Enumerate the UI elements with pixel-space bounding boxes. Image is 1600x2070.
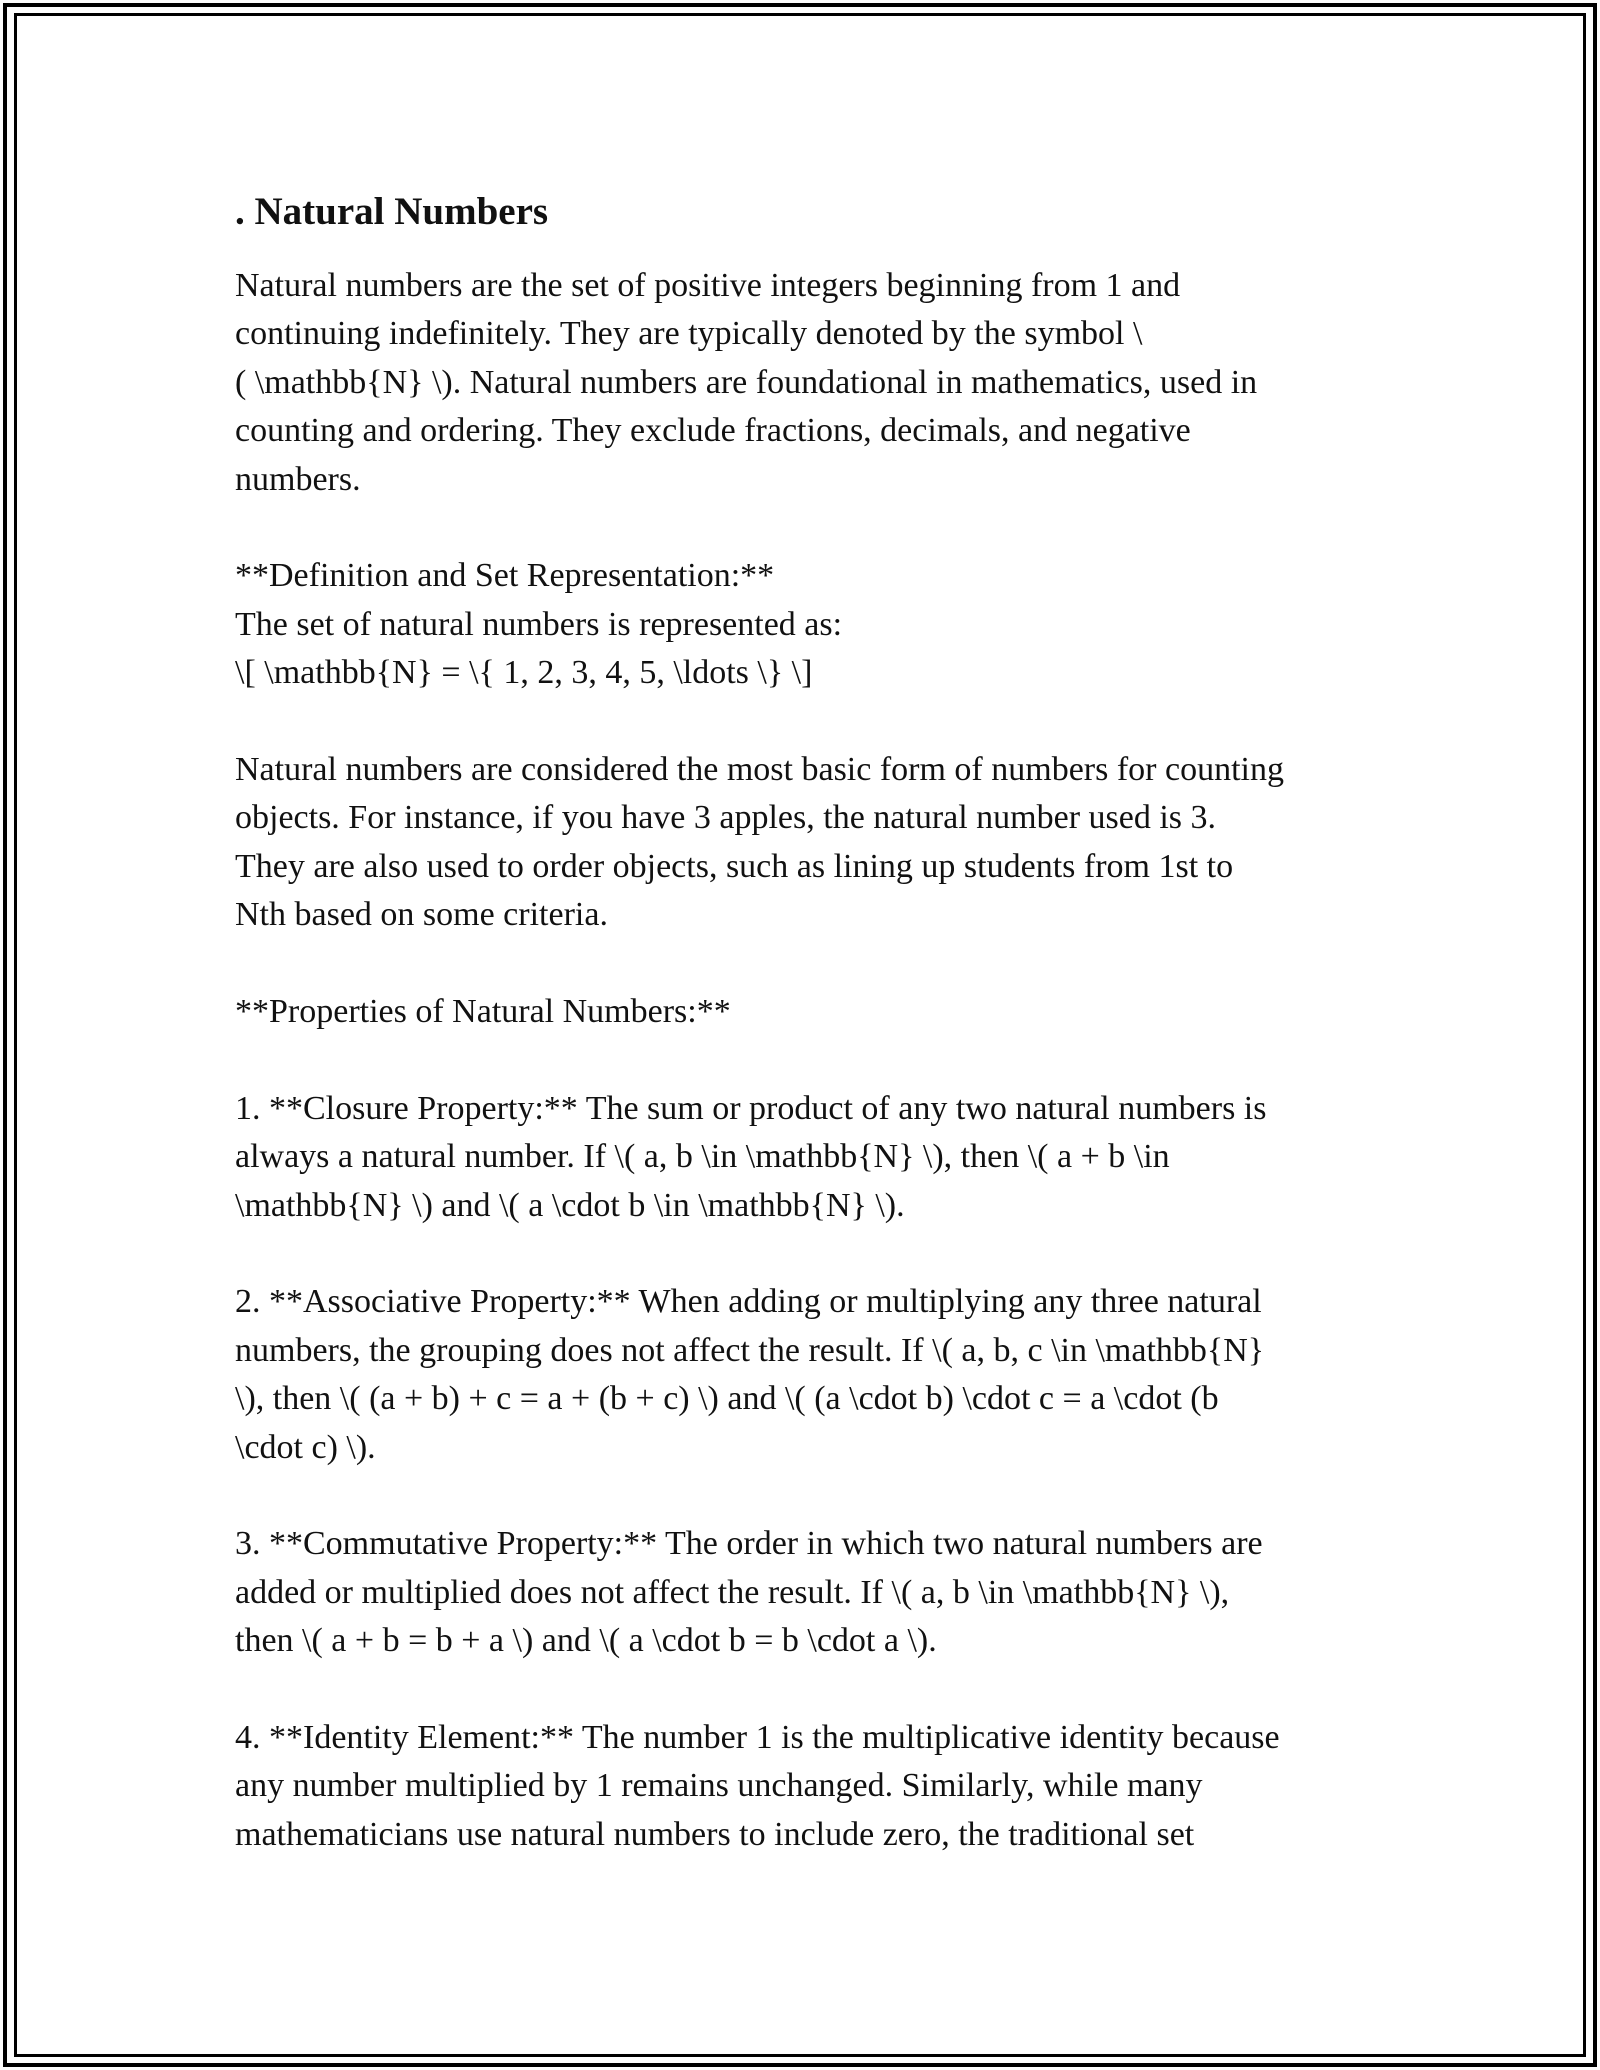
text-line: The set of natural numbers is represented as: xyxy=(235,605,843,643)
document-body xyxy=(235,188,1375,1908)
text-line: Natural numbers are considered the most basic form of numbers for counting xyxy=(235,751,1284,789)
text-line: added or multiplied does not affect the result. If \( a, b \in \mathbb{N} \), xyxy=(235,1573,1230,1611)
definition-paragraph xyxy=(235,552,1375,697)
text-line: 4. **Identity Element:** The number 1 is the multiplicative identity because xyxy=(235,1719,1280,1757)
text-line: then \( a + b = b + a \) and \( a \cdot b = b \cdot a \). xyxy=(235,1622,937,1660)
text-line: ( \mathbb{N} \). Natural numbers are foundational in mathematics, used in xyxy=(235,363,1258,401)
definition-heading: **Definition and Set Representation:** xyxy=(235,557,775,595)
text-line: 3. **Commutative Property:** The order in which two natural numbers are xyxy=(235,1525,1263,1563)
text-line: They are also used to order objects, such as lining up students from 1st to xyxy=(235,847,1234,885)
intro-paragraph xyxy=(235,262,1375,504)
text-line: numbers. xyxy=(235,460,361,498)
text-line: Natural numbers are the set of positive integers beginning from 1 and xyxy=(235,267,1181,304)
associative-property-paragraph xyxy=(235,1278,1375,1472)
text-line: \), then \( (a + b) + c = a + (b + c) \) and \( (a \cdot b) \cdot c = a \cdot (b xyxy=(235,1380,1219,1418)
text-line: \cdot c) \). xyxy=(235,1428,376,1466)
text-line: any number multiplied by 1 remains unchanged. Similarly, while many xyxy=(235,1767,1203,1805)
basic-form-paragraph xyxy=(235,746,1375,940)
text-line: continuing indefinitely. They are typically denoted by the symbol \ xyxy=(235,315,1143,353)
properties-heading-paragraph xyxy=(235,988,1375,1036)
commutative-property-paragraph xyxy=(235,1520,1375,1665)
text-line: objects. For instance, if you have 3 apples, the natural number used is 3. xyxy=(235,799,1217,837)
text-line: 1. **Closure Property:** The sum or product of any two natural numbers is xyxy=(235,1089,1267,1127)
properties-heading: **Properties of Natural Numbers:** xyxy=(235,993,731,1031)
text-line: numbers, the grouping does not affect the result. If \( a, b, c \in \mathbb{N} xyxy=(235,1331,1265,1369)
text-line: mathematicians use natural numbers to include zero, the traditional set xyxy=(235,1815,1195,1853)
identity-element-paragraph xyxy=(235,1714,1375,1859)
set-formula: \[ \mathbb{N} = \{ 1, 2, 3, 4, 5, \ldots \} \] xyxy=(235,654,813,692)
text-line: counting and ordering. They exclude fractions, decimals, and negative xyxy=(235,412,1191,450)
text-line: 2. **Associative Property:** When adding or multiplying any three natural xyxy=(235,1283,1262,1321)
text-line: \mathbb{N} \) and \( a \cdot b \in \mathbb{N} \). xyxy=(235,1186,905,1224)
text-line: always a natural number. If \( a, b \in \mathbb{N} \), then \( a + b \in xyxy=(235,1138,1170,1176)
closure-property-paragraph xyxy=(235,1085,1375,1230)
section-heading: . Natural Numbers xyxy=(235,190,549,233)
text-line: Nth based on some criteria. xyxy=(235,896,608,934)
